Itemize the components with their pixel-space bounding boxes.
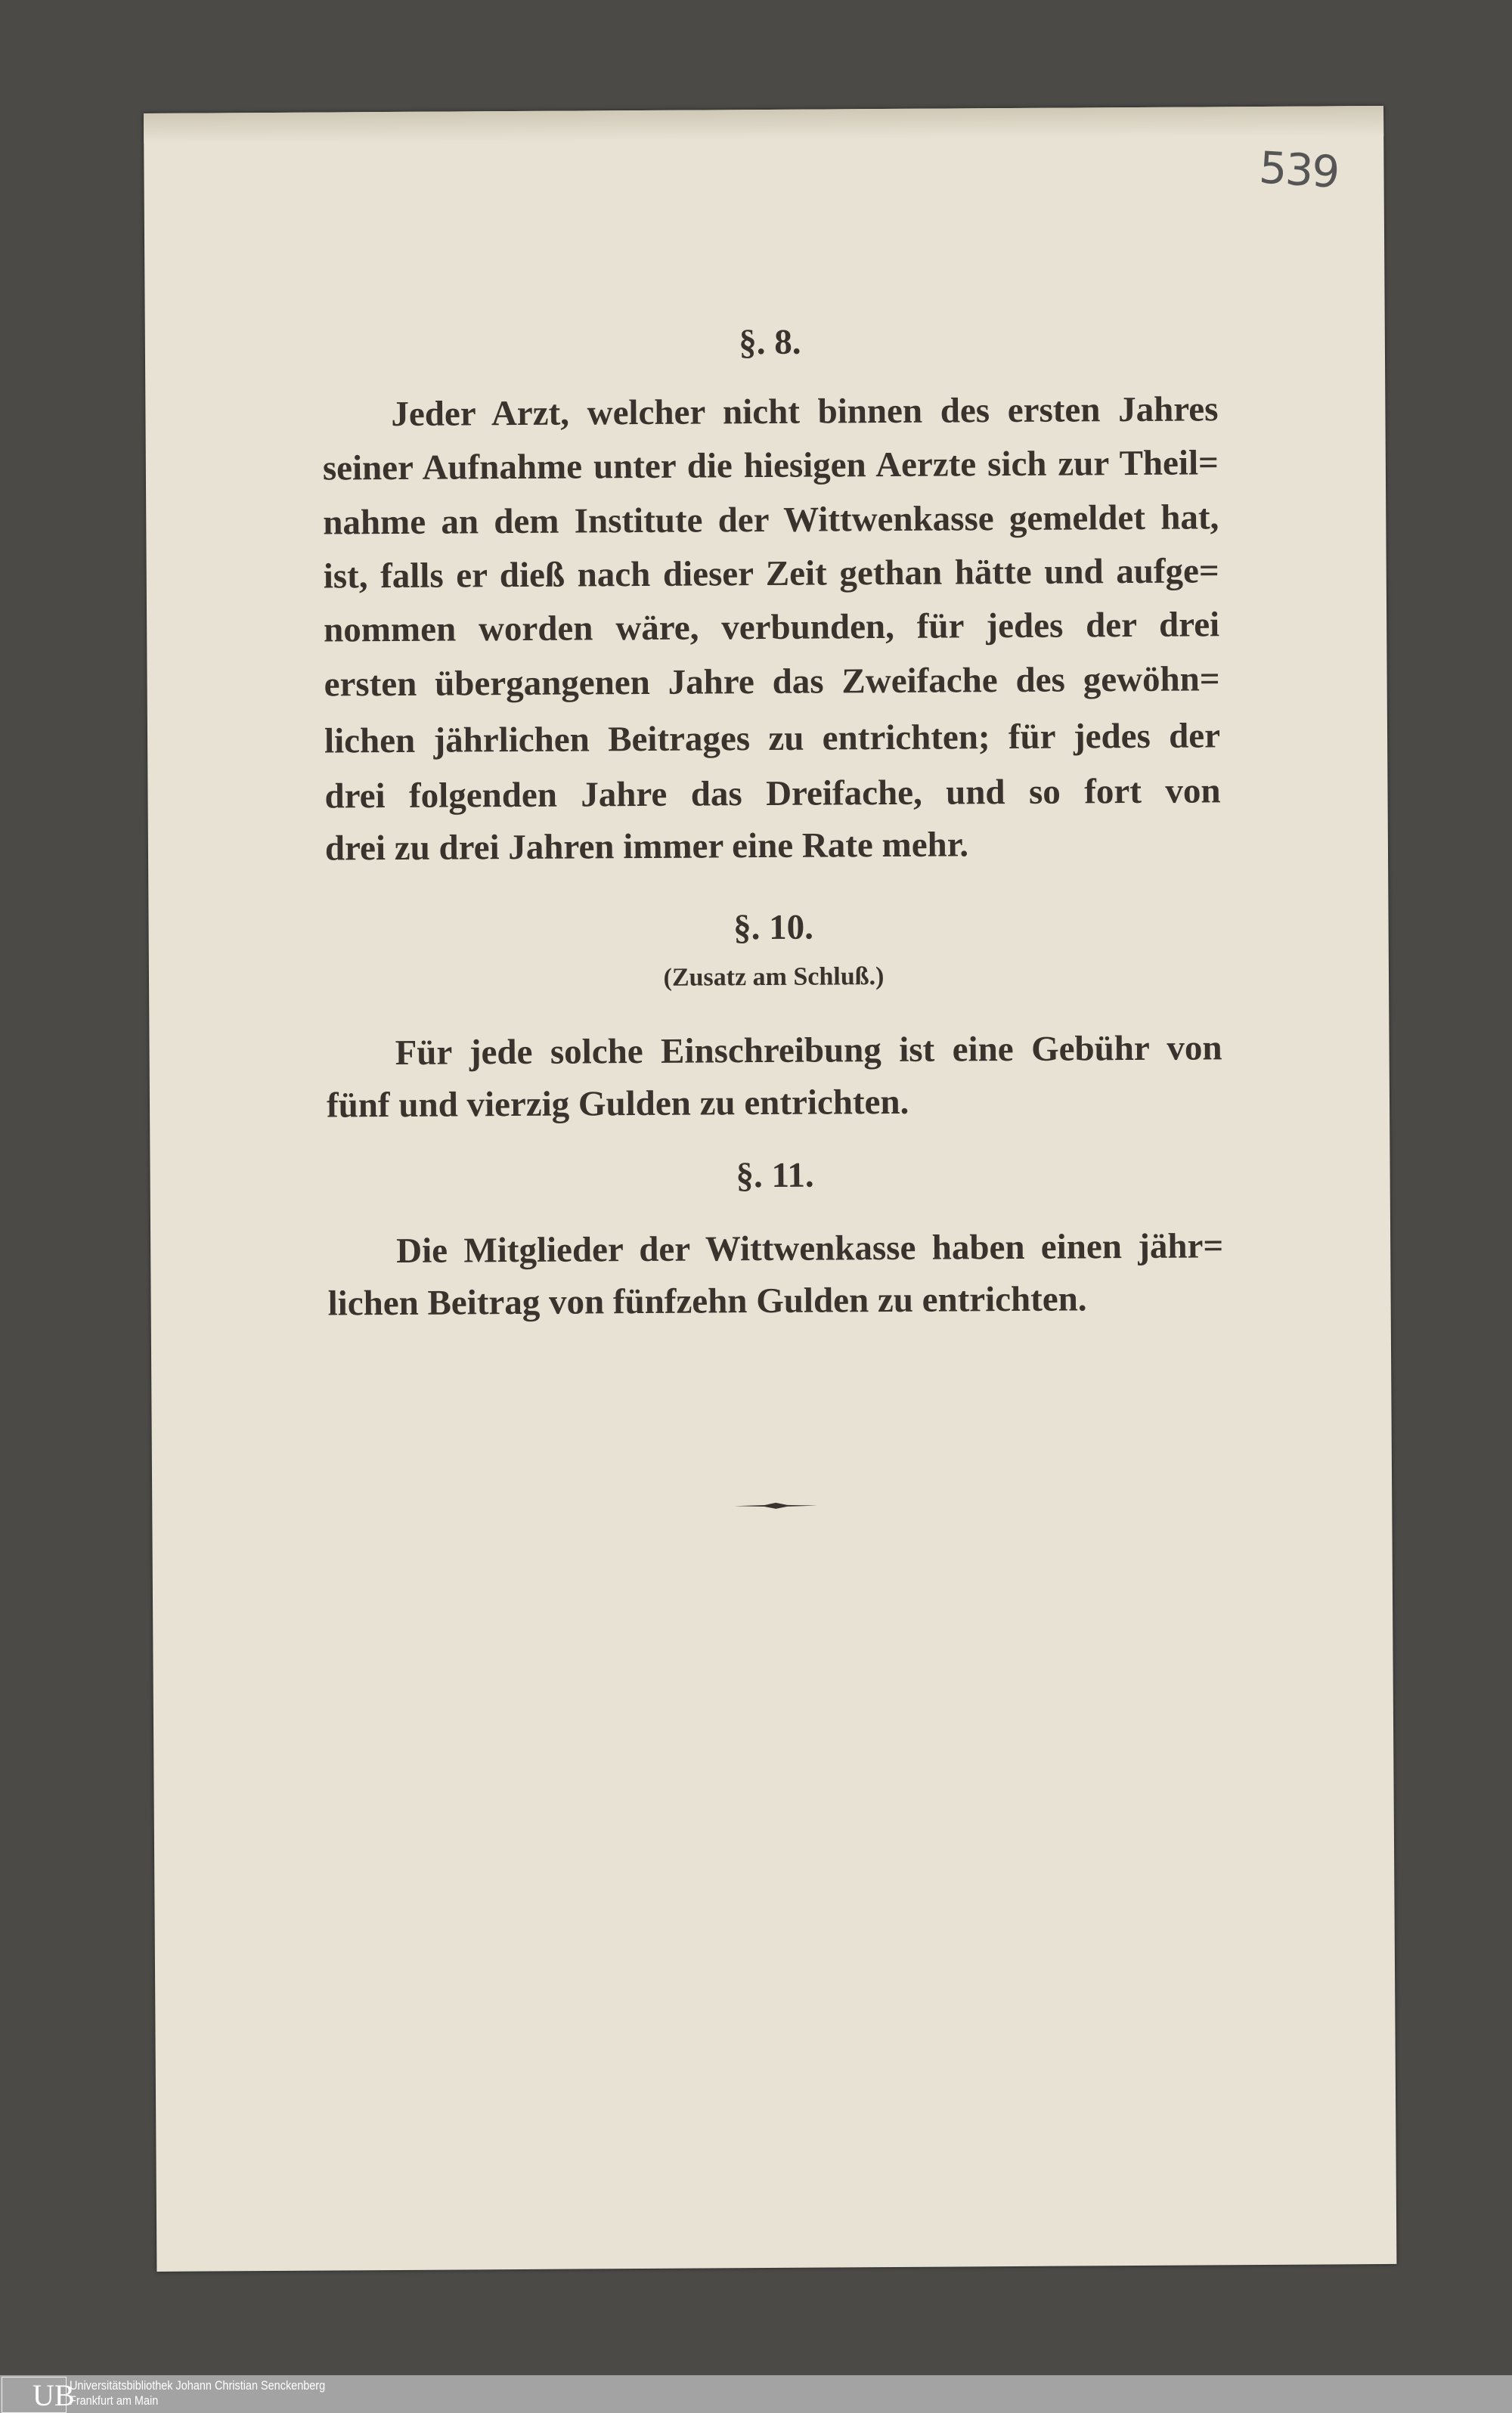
text-line: Für jede solche Einschreibung ist eine Gebühr von (395, 1028, 1222, 1073)
page-edge-shadow (144, 106, 1383, 144)
text-line: lichen Beitrag von fünfzehn Gulden zu entrichten. (327, 1279, 1087, 1324)
library-logo (2, 2377, 75, 2413)
text-line: ersten übergangenen Jahre das Zweifache des gewöhn= (324, 659, 1220, 705)
library-name: Universitätsbibliothek Johann Christian Senckenberg (70, 2378, 326, 2393)
text-line: ist, falls er dieß nach dieser Zeit gethan hätte und aufge= (323, 551, 1219, 596)
section-heading: §. 10. (733, 907, 814, 948)
text-line: lichen jährlichen Beitrages zu entrichten; für jedes der (324, 716, 1221, 761)
library-location: Frankfurt am Main (70, 2393, 159, 2408)
library-footer (0, 2375, 1512, 2413)
text-line: Jeder Arzt, welcher nicht binnen des ersten Jahres (391, 389, 1219, 435)
text-line: nahme an dem Institute der Wittwenkasse gemeldet hat, (323, 497, 1219, 543)
text-line: nommen worden wäre, verbunden, für jedes der drei (324, 605, 1220, 650)
section-heading: §. 11. (736, 1155, 814, 1196)
logo-text: UB (33, 2378, 75, 2412)
text-line: drei zu drei Jahren immer eine Rate mehr. (324, 825, 969, 869)
text-line: seiner Aufnahme unter die hiesigen Aerzte sich zur Theil= (322, 443, 1219, 488)
document-page (144, 106, 1396, 2272)
text-line: fünf und vierzig Gulden zu entrichten. (326, 1082, 909, 1126)
section-subheading: (Zusatz am Schluß.) (663, 962, 885, 992)
text-line: drei folgenden Jahre das Dreifache, und so fort von (324, 771, 1221, 816)
section-heading: §. 8. (739, 322, 801, 363)
ornament-divider (734, 1502, 817, 1510)
text-line: Die Mitglieder der Wittwenkasse haben einen jähr= (396, 1226, 1224, 1271)
handwritten-page-number: 539 (1257, 141, 1340, 198)
